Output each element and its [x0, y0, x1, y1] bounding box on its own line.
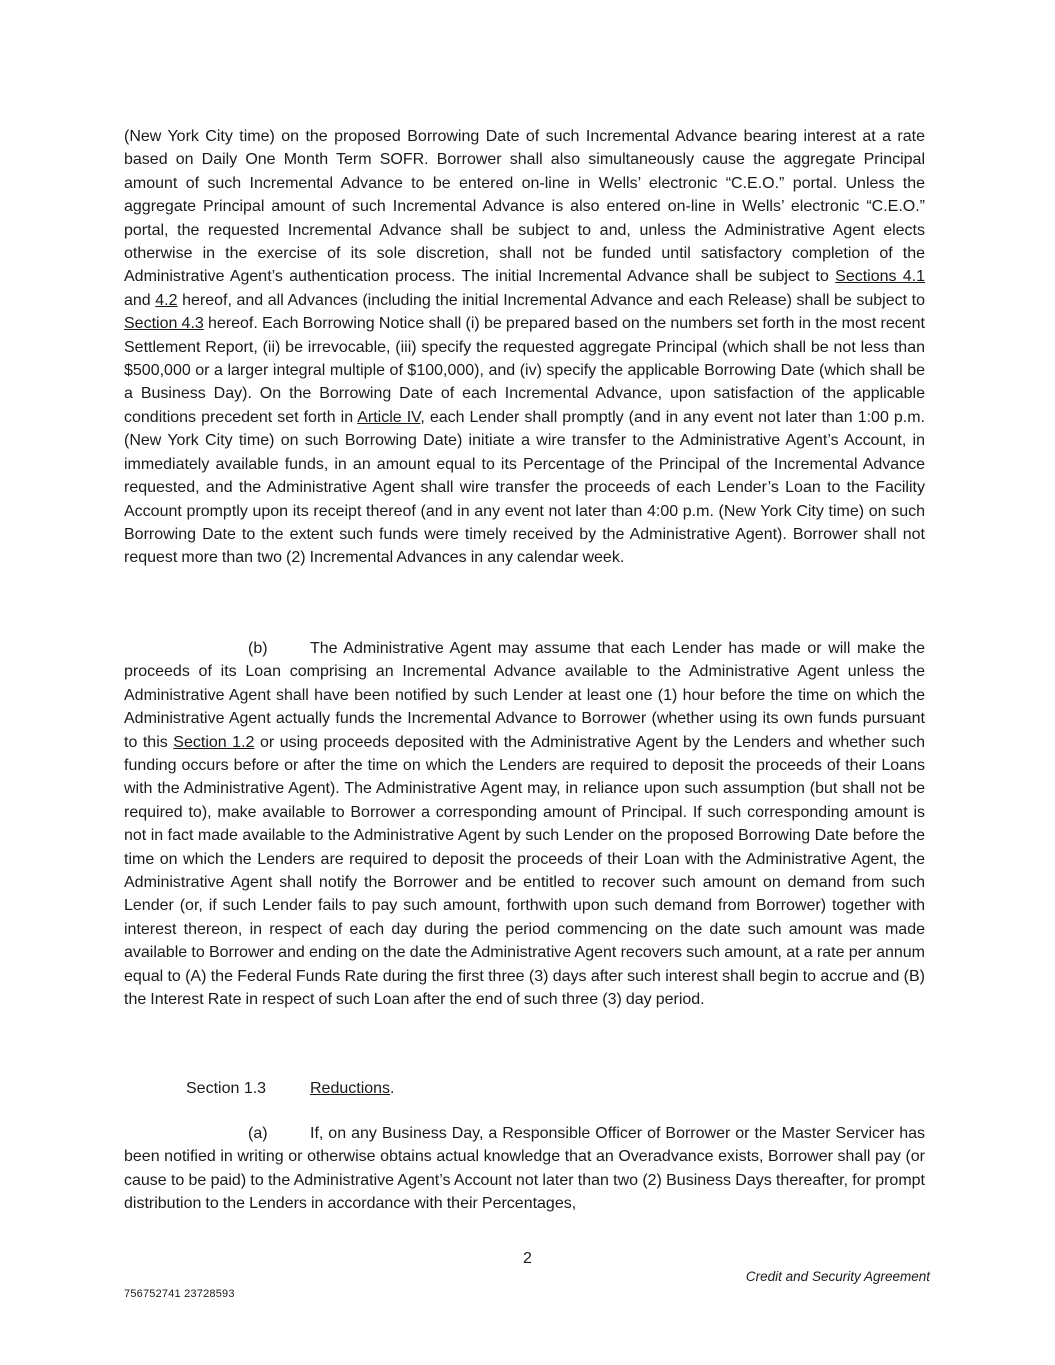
page-number: 2 — [523, 1250, 532, 1267]
section-title-punct: . — [390, 1080, 395, 1097]
footer-document-id: 756752741 23728593 — [124, 1288, 235, 1300]
paragraph-text: and — [124, 291, 156, 309]
footer-document-title: Credit and Security Agreement — [745, 1269, 930, 1284]
paragraph-text: If, on any Business Day, a Responsible Officer of Borrower or the Master Servicer has been notified in writing or otherwise obtains actual knowledge that an Overadvance exists, Borrower shall pay (or cause to be paid) to the Administrative Agent’s Account not later than two (2) Business Days thereafter, for prompt distribution to the Lenders in accordance with their Percentages, — [124, 1125, 925, 1213]
paragraph-text: The Administrative Agent may assume that each Lender has made or will make the proceeds of its Loan comprising an Incremental Advance available to the Administrative Agent unless the Administrative Agent shall have been notified by such Lender at least one (1) hour before the time on which the Administrative Agent actually funds the Incremental Advance to Borrower (whether using its own funds pursuant to this — [124, 640, 925, 751]
paragraph-text: hereof, and all Advances (including the initial Incremental Advance and each Release) shall be subject to — [177, 291, 925, 309]
paragraph-continuation — [124, 125, 925, 570]
paragraph-text: , each Lender shall promptly (and in any event not later than 1:00 p.m. (New York City time) on such Borrowing Date) initiate a wire transfer to the Administrative Agent’s Account, in immediately available funds, in an amount equal to its Percentage of the Principal of the Incremental Advance requested, and the Administrative Agent shall wire transfer the proceeds of each Lender’s Loan to the Facility Account promptly upon its receipt thereof (and in any event not later than 4:00 p.m. (New York City time) on such Borrowing Date to the extent such funds were timely received by the Administrative Agent). Borrower shall not request more than two (2) Incremental Advances in any calendar week. — [124, 408, 925, 567]
cross-reference-section-4-3: Section 4.3 — [124, 315, 204, 333]
paragraph-text: or using proceeds deposited with the Administrative Agent by the Lenders and whether such funding occurs before or after the time on which the Lenders are required to deposit the proceeds of their Loans with the Administrative Agent). The Administrative Agent may, in reliance upon such assumption (but shall not be required to), make available to Borrower a corresponding amount of Principal. If such corresponding amount is not in fact made available to the Administrative Agent by such Lender on the proposed Borrowing Date before the time on which the Lenders are required to deposit the proceeds of their Loan with the Administrative Agent, the Administrative Agent shall notify the Borrower and be entitled to recover such amount on demand from such Lender (or, if such Lender fails to pay such amount, forthwith upon such demand from Borrower) together with interest thereon, in respect of each day during the period commencing on the date such amount was made available to Borrower and ending on the date the Administrative Agent recovers such amount, at a rate per annum equal to (A) the Federal Funds Rate during the first three (3) days after such interest shall begin to accrue and (B) the Interest Rate in respect of such Loan after the end of such three (3) day period. — [124, 733, 926, 1009]
cross-reference-article-iv: Article IV — [357, 408, 421, 426]
cross-reference-4-2: 4.2 — [155, 291, 178, 309]
paragraph-a — [124, 1122, 925, 1216]
paragraph-label-a: (a) — [248, 1125, 268, 1142]
cross-reference-section-1-2: Section 1.2 — [173, 733, 255, 751]
section-heading — [186, 1077, 395, 1100]
paragraph-text: (New York City time) on the proposed Borrowing Date of such Incremental Advance bearing interest at a rate based on Daily One Month Term SOFR. Borrower shall also simultaneously cause the aggregate Principal amount of such Incremental Advance to be entered on-line in Wells’ electronic “C.E.O.” portal. Unless the aggregate Principal amount of such Incremental Advance is also entered on-line in Wells’ electronic “C.E.O.” portal, the requested Incremental Advance shall be subject to and, unless the Administrative Agent elects otherwise in the exercise of its sole discretion, shall not be funded until satisfactory completion of the Administrative Agent’s authentication process. The initial Incremental Advance shall be subject to — [124, 128, 925, 286]
cross-reference-sections-4-1: Sections 4.1 — [835, 268, 926, 286]
section-number: Section 1.3 — [186, 1080, 267, 1097]
section-title: Reductions — [310, 1080, 391, 1097]
paragraph-b — [124, 637, 925, 1012]
paragraph-label-b: (b) — [248, 640, 268, 657]
paragraph-text: hereof. Each Borrowing Notice shall (i) be prepared based on the numbers set forth in the most recent Settlement Report, (ii) be irrevocable, (iii) specify the requested aggregate Principal (which shall be not less than $500,000 or a larger integral multiple of $100,000), and (iv) specify the applicable Borrowing Date (which shall be a Business Day). On the Borrowing Date of each Incremental Advance, upon satisfaction of the applicable conditions precedent set forth in — [124, 315, 925, 426]
